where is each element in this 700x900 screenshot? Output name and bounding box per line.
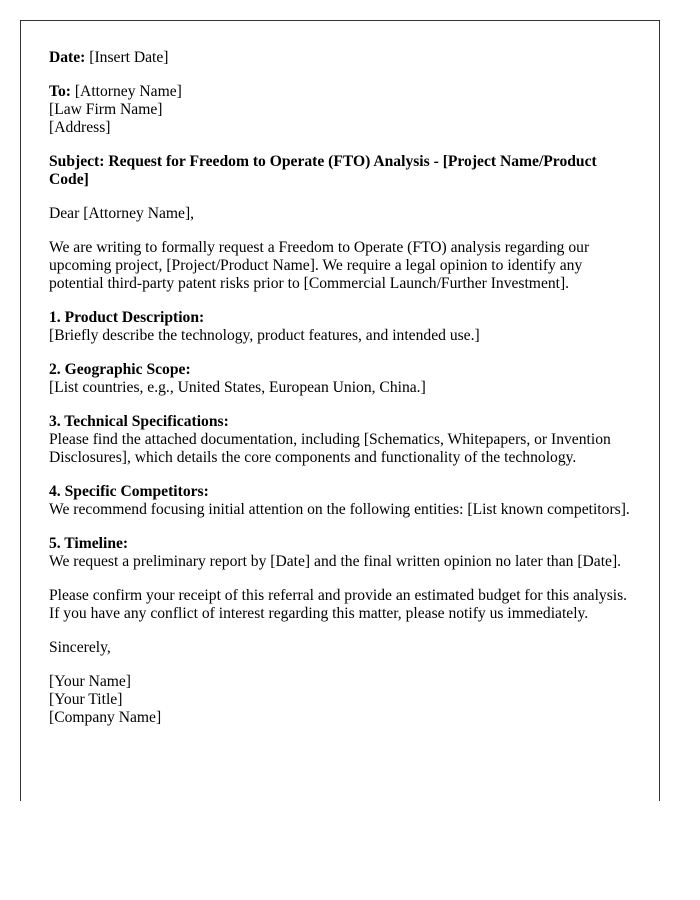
recipient-name-line — [49, 83, 634, 101]
section-technical-specifications — [49, 413, 634, 467]
recipient-name: [Attorney Name] — [70, 83, 182, 100]
section-geographic-scope — [49, 361, 634, 397]
section-specific-competitors — [49, 483, 634, 519]
letter-content — [49, 49, 634, 743]
signature-name: [Your Name] — [49, 673, 132, 690]
section-title: 1. Product Description: — [49, 309, 205, 326]
section-title: 5. Timeline: — [49, 535, 129, 552]
section-body: We request a preliminary report by [Date] and the final written opinion no later than [Date]. — [49, 553, 622, 570]
closing-paragraph: Please confirm your receipt of this referral and provide an estimated budget for this analysis. If you have any conflict of interest regarding this matter, please notify us immediately. — [49, 587, 628, 622]
subject-line: Subject: Request for Freedom to Operate (FTO) Analysis - [Project Name/Product Code] — [49, 153, 597, 188]
intro-paragraph: We are writing to formally request a Freedom to Operate (FTO) analysis regarding our upcoming project, [Project/Product Name]. We require a legal opinion to identify any potential third-party patent risks prior to [Commercial Launch/Further Investment]. — [49, 239, 590, 292]
section-body: Please find the attached documentation, including [Schematics, Whitepapers, or Invention Disclosures], which details the core components and functionality of the technology. — [49, 431, 611, 466]
signature-company: [Company Name] — [49, 709, 162, 726]
section-timeline — [49, 535, 634, 571]
section-title: 3. Technical Specifications: — [49, 413, 229, 430]
recipient-block — [49, 83, 634, 137]
section-body: [List countries, e.g., United States, European Union, China.] — [49, 379, 426, 396]
date-value: [Insert Date] — [85, 49, 169, 66]
salutation: Dear [Attorney Name], — [49, 205, 195, 222]
date-line — [49, 49, 634, 67]
section-body: [Briefly describe the technology, product features, and intended use.] — [49, 327, 480, 344]
recipient-firm: [Law Firm Name] — [49, 101, 163, 118]
signature-block — [49, 673, 634, 727]
section-title: 2. Geographic Scope: — [49, 361, 191, 378]
letter-page — [20, 20, 660, 801]
section-product-description — [49, 309, 634, 345]
sign-off: Sincerely, — [49, 639, 111, 656]
recipient-label: To: — [49, 83, 71, 100]
recipient-address: [Address] — [49, 119, 111, 136]
date-label: Date: — [49, 49, 86, 66]
signature-title: [Your Title] — [49, 691, 123, 708]
section-title: 4. Specific Competitors: — [49, 483, 209, 500]
section-body: We recommend focusing initial attention on the following entities: [List known competitors]. — [49, 501, 630, 518]
